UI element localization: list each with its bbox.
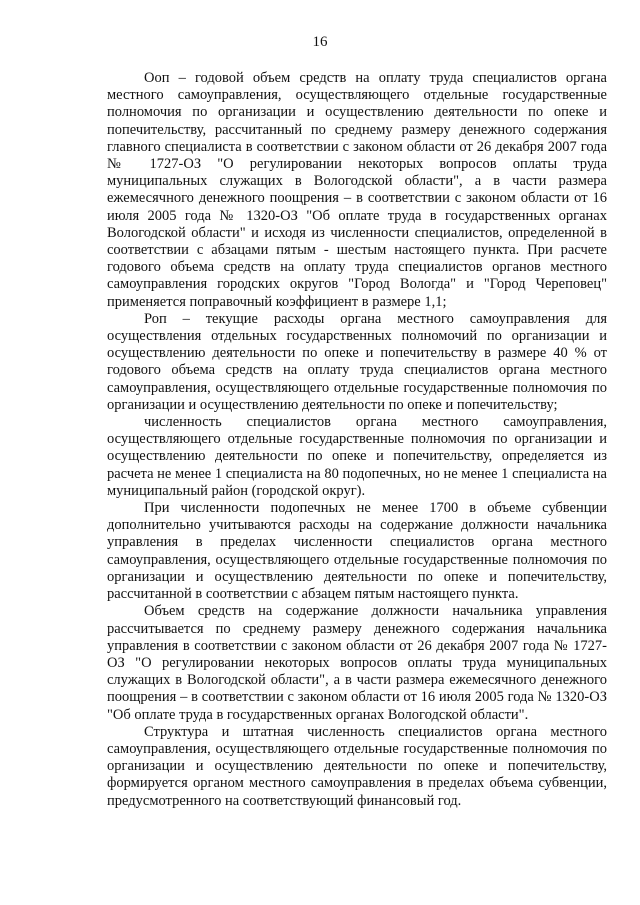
paragraph-head-salary: Объем средств на содержание должности начальника управления рассчитывается по среднему размеру денежного содержания начальника управления в соответствии с законом области от 26 декабря 2007 года № 1727-ОЗ "О регулировании некоторых вопросов оплаты труда муниципальных служащих в Вологодской области", а в части размера ежемесячного денежного поощрения – в соответствии с законом области от 16 июля 2005 года № 1320-ОЗ "Об оплате труда в государственных органах Вологодской области".: [107, 603, 607, 723]
paragraph-rop-definition: Роп – текущие расходы органа местного самоуправления для осуществления отдельных государственных полномочий по организации и осуществлению деятельности по опеке и попечительству в размере 40 % от годового объема средств на оплату труда специалистов органа местного самоуправления, осуществляющего отдельные государственные полномочия по организации и осуществлению деятельности по опеке и попечительству;: [107, 310, 607, 413]
paragraph-staff-structure: Структура и штатная численность специалистов органа местного самоуправления, осуществляющего отдельные государственные полномочия по организации и осуществлению деятельности по опеке и попечительству, формируется органом местного самоуправления в пределах объема субвенции, предусмотренного на соответствующий финансовый год.: [107, 723, 607, 809]
page-number: 16: [312, 34, 328, 50]
paragraph-head-position: При численности подопечных не менее 1700 в объеме субвенции дополнительно учитываются расходы на содержание должности начальника управления в пределах численности специалистов органа местного самоуправления, осуществляющего отдельные государственные полномочия по организации и осуществлению деятельности по опеке и попечительству, рассчитанной в соответствии с абзацем пятым настоящего пункта.: [107, 500, 607, 603]
document-body: [107, 70, 607, 810]
paragraph-specialist-count: численность специалистов органа местного самоуправления, осуществляющего отдельные государственные полномочия по организации и осуществлению деятельности по опеке и попечительству, определяется из расчета не менее 1 специалиста на 80 подопечных, но не менее 1 специалиста на муниципальный район (городской округ).: [107, 414, 607, 499]
paragraph-oop-definition: Ооп – годовой объем средств на оплату труда специалистов органа местного самоуправления, осуществляющего отдельные государственные полномочия по организации и осуществлению деятельности по опеке и попечительству, рассчитанный по среднему размеру денежного содержания главного специалиста в соответствии с законом области от 26 декабря 2007 года № 1727-ОЗ "О регулировании некоторых вопросов оплаты труда муниципальных служащих в Вологодской области", а в части размера ежемесячного денежного поощрения – в соответствии с законом области от 16 июля 2005 года № 1320-ОЗ "Об оплате труда в государственных органах Вологодской области" и исходя из численности специалистов, определенной в соответствии с абзацами пятым - шестым настоящего пункта. При расчете годового объема средств на оплату труда специалистов органов местного самоуправления городских округов "Город Вологда" и "Город Череповец" применяется поправочный коэффициент в размере 1,1;: [107, 70, 607, 310]
